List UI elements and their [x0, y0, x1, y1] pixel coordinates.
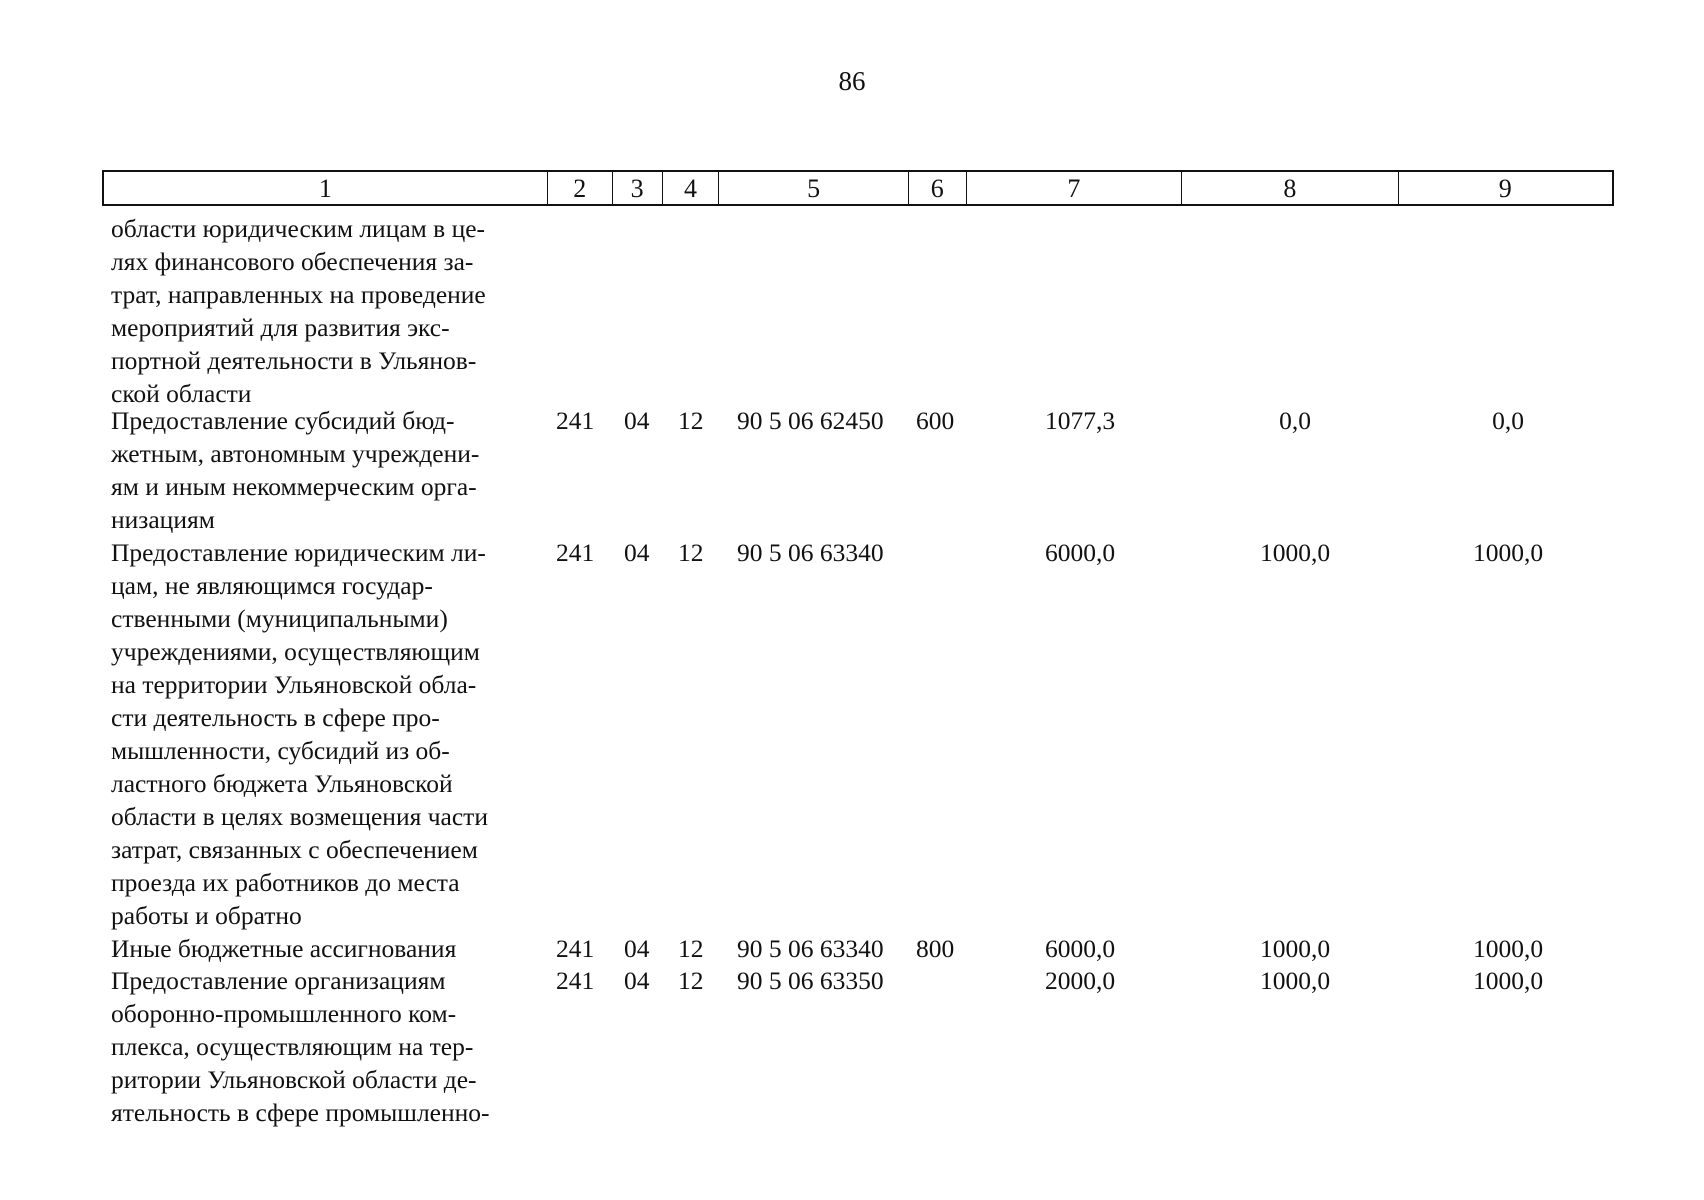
cell-col7: 1077,3 — [1044, 406, 1116, 435]
page-number: 86 — [838, 66, 866, 96]
description-line: мышленности, субсидий из об- — [111, 736, 450, 765]
cell-col2: 241 — [556, 538, 595, 567]
description-line: области в целях возмещения части — [111, 802, 488, 831]
description-line: Предоставление субсидий бюд- — [111, 406, 455, 435]
description-line: оборонно-промышленного ком- — [111, 999, 457, 1028]
description-line: Предоставление организациям — [111, 966, 446, 995]
description-line: работы и обратно — [111, 901, 302, 930]
header-col-9: 9 — [1498, 174, 1512, 203]
cell-col3: 04 — [624, 538, 650, 567]
cell-col6: 800 — [916, 934, 955, 963]
cell-col7: 6000,0 — [1044, 538, 1116, 567]
row-description — [111, 932, 536, 965]
description-line: проезда их работников до места — [111, 868, 460, 897]
header-col-6: 6 — [909, 172, 967, 204]
header-col-3: 3 — [613, 172, 663, 204]
row-description — [111, 964, 536, 1129]
description-line: области юридическим лицам в це- — [111, 214, 486, 243]
row-description — [111, 536, 536, 932]
cell-col2: 241 — [556, 406, 595, 435]
cell-col3: 04 — [624, 406, 650, 435]
cell-col9: 1000,0 — [1472, 966, 1544, 995]
cell-col3: 04 — [624, 934, 650, 963]
description-line: жетным, автономным учреждени- — [111, 439, 480, 468]
cell-col8: 1000,0 — [1259, 538, 1331, 567]
description-line: затрат, связанных с обеспечением — [111, 835, 478, 864]
description-line: трат, направленных на проведение — [111, 280, 486, 309]
header-col-2: 2 — [548, 172, 613, 204]
description-line: цам, не являющимся государ- — [111, 571, 433, 600]
description-line: лях финансового обеспечения за- — [111, 247, 474, 276]
description-line: Иные бюджетные ассигнования — [111, 934, 457, 963]
description-line: плекса, осуществляющим на тер- — [111, 1032, 474, 1061]
cell-col4: 12 — [678, 406, 704, 435]
cell-col7: 2000,0 — [1044, 966, 1116, 995]
cell-col8: 1000,0 — [1259, 966, 1331, 995]
description-line: ственными (муниципальными) — [111, 604, 448, 633]
header-col-5: 5 — [719, 172, 909, 204]
description-line: ям и иным некоммерческим орга- — [111, 472, 477, 501]
cell-col2: 241 — [556, 966, 595, 995]
description-line: сти деятельность в сфере про- — [111, 703, 440, 732]
header-col-7: 7 — [967, 172, 1182, 204]
cell-col2: 241 — [556, 934, 595, 963]
cell-col8: 1000,0 — [1259, 934, 1331, 963]
cell-col9: 1000,0 — [1472, 538, 1544, 567]
cell-col4: 12 — [678, 966, 704, 995]
description-line: ластного бюджета Ульяновской — [111, 769, 453, 798]
description-line: ритории Ульяновской области де- — [111, 1065, 477, 1094]
description-line: ской области — [111, 379, 252, 408]
cell-col5: 90 5 06 62450 — [737, 406, 884, 435]
cell-col4: 12 — [678, 538, 704, 567]
description-line: мероприятий для развития экс- — [111, 313, 450, 342]
description-line: ятельность в сфере промышленно- — [111, 1098, 490, 1127]
description-line: на территории Ульяновской обла- — [111, 670, 477, 699]
description-line: портной деятельности в Ульянов- — [111, 346, 477, 375]
cell-col9: 1000,0 — [1472, 934, 1544, 963]
header-col-8: 8 — [1182, 172, 1398, 204]
cell-col5: 90 5 06 63340 — [737, 538, 884, 567]
cell-col4: 12 — [678, 934, 704, 963]
description-line: учреждениями, осуществляющим — [111, 637, 480, 666]
row-description — [111, 404, 536, 536]
cell-col3: 04 — [624, 966, 650, 995]
cell-col7: 6000,0 — [1044, 934, 1116, 963]
cell-col5: 90 5 06 63350 — [737, 966, 884, 995]
cell-col5: 90 5 06 63340 — [737, 934, 884, 963]
description-line: низациям — [111, 505, 215, 534]
row-description — [111, 212, 536, 410]
cell-col9: 0,0 — [1492, 406, 1524, 435]
description-line: Предоставление юридическим ли- — [111, 538, 486, 567]
cell-col6: 600 — [916, 406, 955, 435]
header-col-4: 4 — [663, 172, 720, 204]
cell-col8: 0,0 — [1279, 406, 1311, 435]
header-col-1: 1 — [104, 172, 548, 204]
table-header-row — [102, 170, 1614, 206]
